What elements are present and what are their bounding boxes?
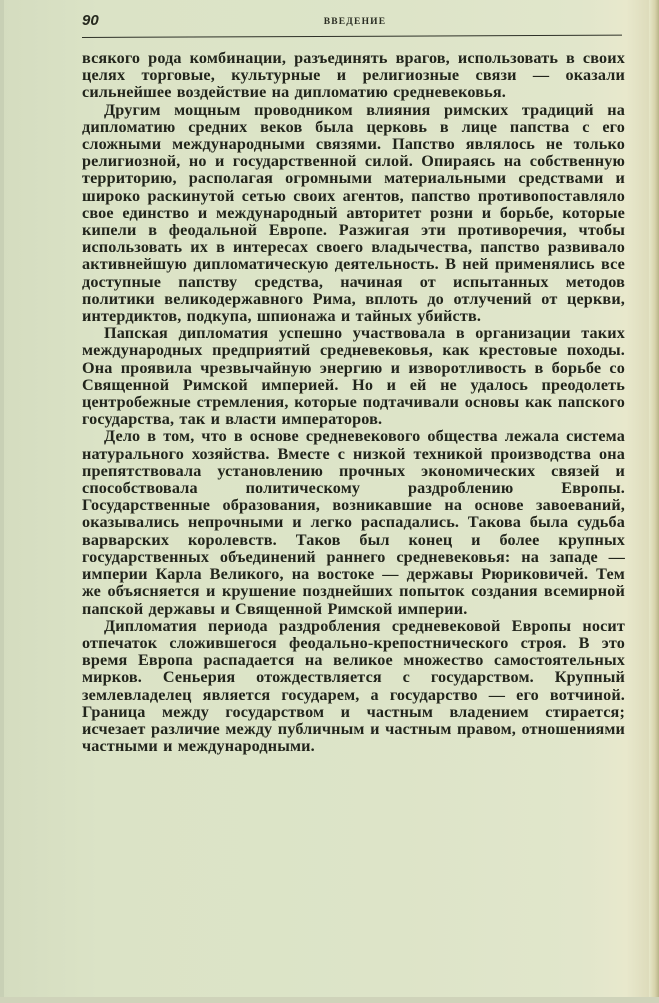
page-number: 90 <box>82 12 99 29</box>
paragraph: Дело в том, что в основе средневекового общества лежала система натурального хозяйства. Вместе с низкой техникой производства она препятствовала установлению прочных экономических связей и способствовала политическому раздроблению Европы. Государственные образования, возникавшие на основе завоеваний, оказывались непрочными и легко распадались. Такова была судьба варварских королевств. Таков был конец и более крупных государственных объединений раннего средневековья: на западе — империи Карла Великого, на востоке — державы Рюриковичей. Тем же объясняется и крушение позднейших попыток создания всемирной папской державы и Священной Римской империи. <box>82 427 625 618</box>
header-rule <box>82 35 622 38</box>
paragraph: Другим мощным проводником влияния римских традиций на дипломатию средних веков была церковь в лице папства с его сложными международными связями. Папство являлось не только религиозной, но и государственной силой. Опираясь на собственную территорию, располагая огромными материальными средствами и широко раскинутой сетью своих агентов, папство противопоставляло свое единство и международный авторитет розни и борьбе, которые кипели в феодальной Европе. Разжигая эти противоречия, чтобы использовать их в интересах своего владычества, папство развивало активнейшую дипломатическую деятельность. В ней применялись все доступные папству средства, начиная от испытанных методов политики великодержавного Рима, вплоть до отлучений от церкви, интердиктов, подкупа, шпионажа и тайных убийств. <box>82 100 625 326</box>
running-head: ВВЕДЕНИЕ <box>323 17 387 27</box>
paragraph: Дипломатия периода раздробления средневековой Европы носит отпечаток сложившегося феодально-крепостнического строя. В это время Европа распадается на великое множество самостоятельных мирков. Сеньерия отождествляется с государством. Крупный землевладелец является государем, а государство — его вотчиной. Граница между государством и частным владением стирается; исчезает различие между публичным и частным правом, отношениями частными и международными. <box>82 616 625 756</box>
page-header <box>82 12 628 34</box>
page-right-edge-shadow <box>649 0 659 1003</box>
body-text <box>82 50 625 755</box>
paragraph: Папская дипломатия успешно участвовала в организации таких международных предприятий средневековья, как крестовые походы. Она проявила чрезвычайную энергию и изворотливость в борьбе со Священной Римской империей. Но и ей не удалось преодолеть центробежные стремления, которые подтачивали основы как папского государства, так и власти императоров. <box>82 324 625 429</box>
paragraph: всякого рода комбинации, разъединять врагов, использовать в своих целях торговые, культурные и религиозные связи — оказали сильнейшее воздействие на дипломатию средневековья. <box>82 49 625 102</box>
page-left-edge <box>0 0 4 1003</box>
page-bottom-edge <box>0 997 659 1003</box>
